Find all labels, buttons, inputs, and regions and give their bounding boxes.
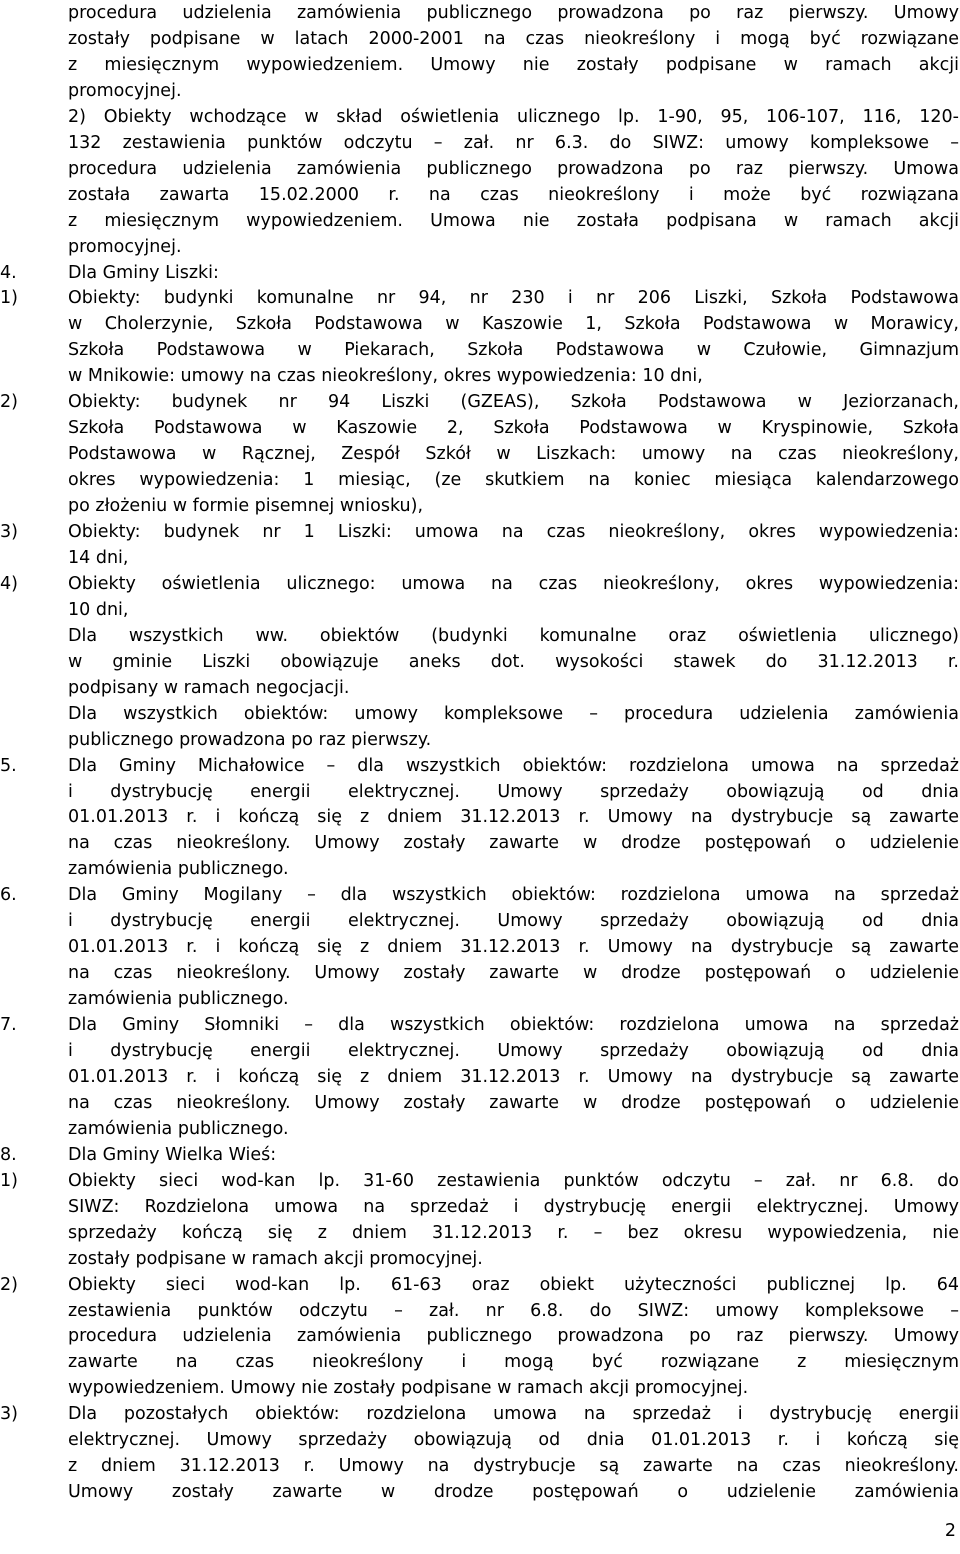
list-marker: 1) [0,288,18,308]
list-marker: 2) [0,1275,18,1295]
text-line: Dla pozostałych obiektów: rozdzielona umowa na sprzedaż i dystrybucję energii [68,1404,959,1424]
text-line: zostały podpisane w ramach akcji promocyjnej. [68,1249,483,1269]
text-line: Dla Gminy Mogilany – dla wszystkich obiektów: rozdzielona umowa na sprzedaż [68,885,959,905]
text-line: w gminie Liszki obowiązuje aneks dot. wysokości stawek do 31.12.2013 r. [68,652,959,672]
text-line: Obiekty: budynek nr 94 Liszki (GZEAS), Szkoła Podstawowa w Jeziorzanach, [68,392,959,412]
text-line: podpisany w ramach negocjacji. [68,678,350,698]
text-line: Szkoła Podstawowa w Piekarach, Szkoła Podstawowa w Czułowie, Gimnazjum [68,340,959,360]
text-line: Dla Gminy Liszki: [68,263,219,283]
text-line: po złożeniu w formie pisemnej wniosku), [68,496,424,516]
text-line: 2) Obiekty wchodzące w skład oświetlenia ulicznego lp. 1-90, 95, 106-107, 116, 120- [68,107,959,127]
text-line: i dystrybucję energii elektrycznej. Umowy sprzedaży obowiązują od dnia [68,782,959,802]
text-line: i dystrybucję energii elektrycznej. Umowy sprzedaży obowiązują od dnia [68,1041,959,1061]
list-marker: 2) [0,392,18,412]
text-line: 01.01.2013 r. i kończą się z dniem 31.12.2013 r. Umowy na dystrybucje są zawarte [68,807,959,827]
list-marker: 3) [0,1404,18,1424]
text-line: sprzedaży kończą się z dniem 31.12.2013 r. – bez okresu wypowiedzenia, nie [68,1223,959,1243]
text-line: promocyjnej. [68,237,182,257]
text-line: zamówienia publicznego. [68,989,289,1009]
text-line: elektrycznej. Umowy sprzedaży obowiązują od dnia 01.01.2013 r. i kończą się [68,1430,959,1450]
list-marker: 4) [0,574,18,594]
text-line: na czas nieokreślony. Umowy zostały zawarte w drodze postępowań o udzielenie [68,833,959,853]
text-line: procedura udzielenia zamówienia publicznego prowadzona po raz pierwszy. Umowy [68,3,959,23]
text-line: 10 dni, [68,600,129,620]
text-line: Obiekty: budynek nr 1 Liszki: umowa na czas nieokreślony, okres wypowiedzenia: [68,522,959,542]
text-line: Dla Gminy Wielka Wieś: [68,1145,277,1165]
list-marker: 5. [0,756,17,776]
text-line: i dystrybucję energii elektrycznej. Umowy sprzedaży obowiązują od dnia [68,911,959,931]
text-line: Dla wszystkich ww. obiektów (budynki komunalne oraz oświetlenia ulicznego) [68,626,959,646]
text-line: procedura udzielenia zamówienia publicznego prowadzona po raz pierwszy. Umowa [68,159,959,179]
text-line: na czas nieokreślony. Umowy zostały zawarte w drodze postępowań o udzielenie [68,963,959,983]
text-line: na czas nieokreślony. Umowy zostały zawarte w drodze postępowań o udzielenie [68,1093,959,1113]
text-line: promocyjnej. [68,81,182,101]
text-line: w Mnikowie: umowy na czas nieokreślony, okres wypowiedzenia: 10 dni, [68,366,703,386]
text-line: z miesięcznym wypowiedzeniem. Umowy nie zostały podpisane w ramach akcji [68,55,959,75]
text-line: zestawienia punktów odczytu – zał. nr 6.8. do SIWZ: umowy kompleksowe – [68,1301,959,1321]
list-marker: 8. [0,1145,17,1165]
text-line: procedura udzielenia zamówienia publicznego prowadzona po raz pierwszy. Umowy [68,1326,959,1346]
text-line: publicznego prowadzona po raz pierwszy. [68,730,432,750]
text-line: zawarte na czas nieokreślony i mogą być rozwiązane z miesięcznym [68,1352,959,1372]
text-line: Obiekty sieci wod-kan lp. 31-60 zestawienia punktów odczytu – zał. nr 6.8. do [68,1171,959,1191]
text-line: SIWZ: Rozdzielona umowa na sprzedaż i dystrybucję energii elektrycznej. Umowy [68,1197,959,1217]
text-line: Obiekty oświetlenia ulicznego: umowa na czas nieokreślony, okres wypowiedzenia: [68,574,959,594]
list-marker: 4. [0,263,17,283]
text-line: Umowy zostały zawarte w drodze postępowań o udzielenie zamówienia [68,1482,959,1502]
text-line: Obiekty: budynki komunalne nr 94, nr 230 i nr 206 Liszki, Szkoła Podstawowa [68,288,959,308]
text-line: Dla wszystkich obiektów: umowy kompleksowe – procedura udzielenia zamówienia [68,704,959,724]
list-marker: 1) [0,1171,18,1191]
text-line: z miesięcznym wypowiedzeniem. Umowa nie została podpisana w ramach akcji [68,211,959,231]
text-line: Szkoła Podstawowa w Kaszowie 2, Szkoła Podstawowa w Kryspinowie, Szkoła [68,418,959,438]
text-line: Obiekty sieci wod-kan lp. 61-63 oraz obiekt użyteczności publicznej lp. 64 [68,1275,959,1295]
page-number: 2 [944,1521,956,1541]
text-line: Dla Gminy Słomniki – dla wszystkich obiektów: rozdzielona umowa na sprzedaż [68,1015,959,1035]
text-line: Dla Gminy Michałowice – dla wszystkich obiektów: rozdzielona umowa na sprzedaż [68,756,959,776]
text-line: 14 dni, [68,548,129,568]
text-line: została zawarta 15.02.2000 r. na czas nieokreślony i może być rozwiązana [68,185,959,205]
text-line: okres wypowiedzenia: 1 miesiąc, (ze skutkiem na koniec miesiąca kalendarzowego [68,470,959,490]
list-marker: 3) [0,522,18,542]
text-line: zostały podpisane w latach 2000-2001 na czas nieokreślony i mogą być rozwiązane [68,29,959,49]
text-line: Podstawowa w Rącznej, Zespół Szkół w Liszkach: umowy na czas nieokreślony, [68,444,959,464]
text-line: 01.01.2013 r. i kończą się z dniem 31.12.2013 r. Umowy na dystrybucje są zawarte [68,1067,959,1087]
text-line: z dniem 31.12.2013 r. Umowy na dystrybucje są zawarte na czas nieokreślony. [68,1456,959,1476]
text-line: w Cholerzynie, Szkoła Podstawowa w Kaszowie 1, Szkoła Podstawowa w Morawicy, [68,314,959,334]
text-line: 132 zestawienia punktów odczytu – zał. nr 6.3. do SIWZ: umowy kompleksowe – [68,133,959,153]
list-marker: 6. [0,885,17,905]
text-line: 01.01.2013 r. i kończą się z dniem 31.12.2013 r. Umowy na dystrybucje są zawarte [68,937,959,957]
list-marker: 7. [0,1015,17,1035]
text-line: zamówienia publicznego. [68,1119,289,1139]
text-line: zamówienia publicznego. [68,859,289,879]
text-line: wypowiedzeniem. Umowy nie zostały podpisane w ramach akcji promocyjnej. [68,1378,749,1398]
